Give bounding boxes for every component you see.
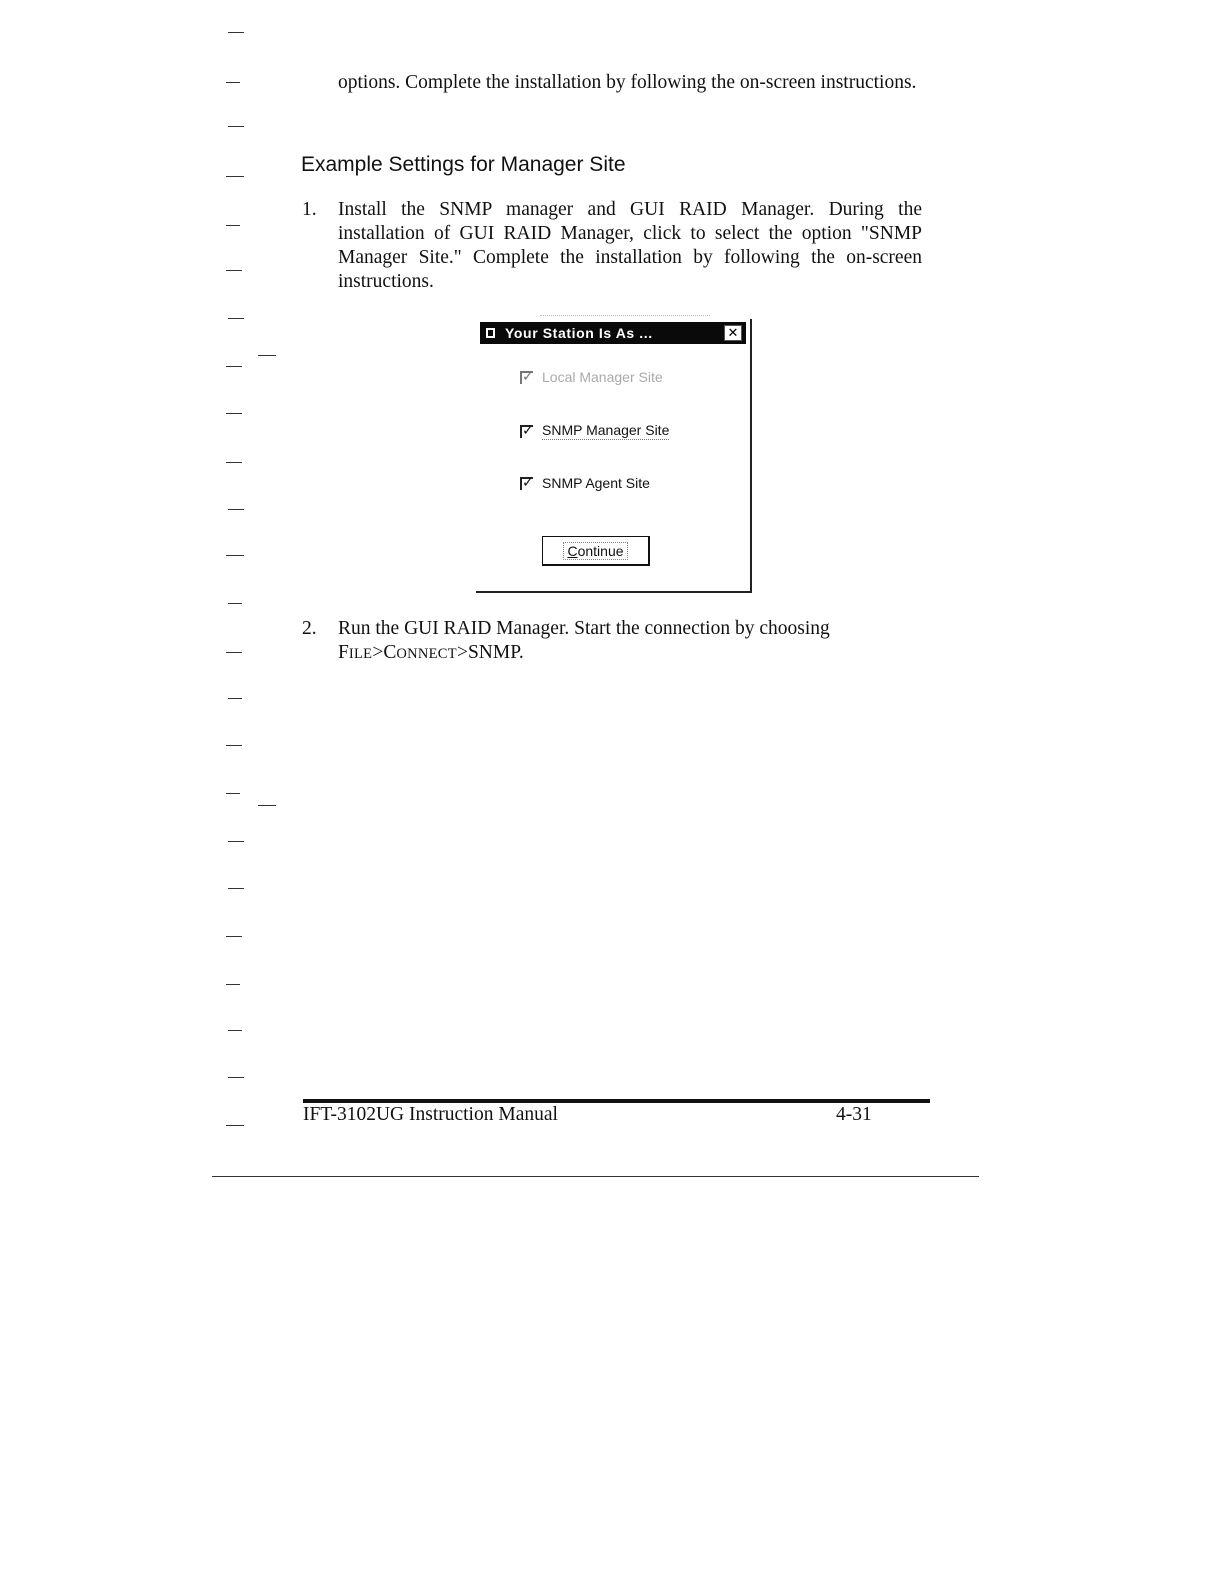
step-2-sentence: Run the GUI RAID Manager. Start the connection by choosing — [338, 618, 830, 639]
continue-label-rest: ontinue — [577, 543, 624, 559]
footer-page-number: 4-31 — [836, 1104, 872, 1125]
dialog-top-edge — [540, 315, 710, 317]
checkbox-checked-icon[interactable] — [520, 425, 533, 438]
close-button[interactable]: ✕ — [724, 325, 742, 341]
continue-button[interactable] — [542, 536, 650, 566]
checkbox-checked-icon[interactable] — [520, 477, 533, 490]
step-1-number: 1. — [302, 199, 317, 220]
window-icon — [486, 328, 495, 338]
menu-file-rest: ILE — [348, 646, 373, 662]
menu-file-initial: F — [338, 642, 349, 663]
period: . — [518, 642, 524, 663]
section-heading: Example Settings for Manager Site — [301, 153, 626, 176]
footer-rule — [303, 1099, 930, 1103]
station-dialog — [476, 319, 752, 593]
option-label: SNMP Agent Site — [542, 475, 650, 491]
menu-separator: > — [456, 642, 468, 663]
dialog-titlebar[interactable] — [480, 322, 746, 344]
menu-connect-rest: ONNECT — [396, 646, 457, 662]
option-local-manager-site — [520, 369, 663, 385]
step-2-number: 2. — [302, 618, 317, 639]
step-2-text — [338, 617, 924, 666]
continue-mnemonic: C — [567, 543, 578, 559]
option-label: SNMP Manager Site — [542, 422, 670, 438]
option-snmp-manager-site[interactable] — [520, 422, 669, 440]
scan-bottom-line — [212, 1176, 979, 1177]
option-label: Local Manager Site — [542, 369, 663, 385]
footer-manual-title: IFT-3102UG Instruction Manual — [303, 1104, 558, 1125]
menu-path — [338, 641, 924, 666]
step-1-text: Install the SNMP manager and GUI RAID Manager. During the installation of GUI RAID Manager, click to select the option "SNMP Manager Site." Complete the installation by following the on-screen instructions. — [338, 199, 922, 292]
option-snmp-agent-site[interactable] — [520, 475, 650, 491]
menu-connect-initial: C — [383, 642, 397, 663]
menu-snmp: SNMP — [467, 642, 519, 663]
intro-paragraph: options. Complete the installation by following the on-screen instructions. — [338, 72, 917, 93]
dialog-title: Your Station Is As ... — [505, 325, 653, 341]
menu-separator: > — [372, 642, 384, 663]
checkbox-checked-icon — [520, 371, 533, 384]
